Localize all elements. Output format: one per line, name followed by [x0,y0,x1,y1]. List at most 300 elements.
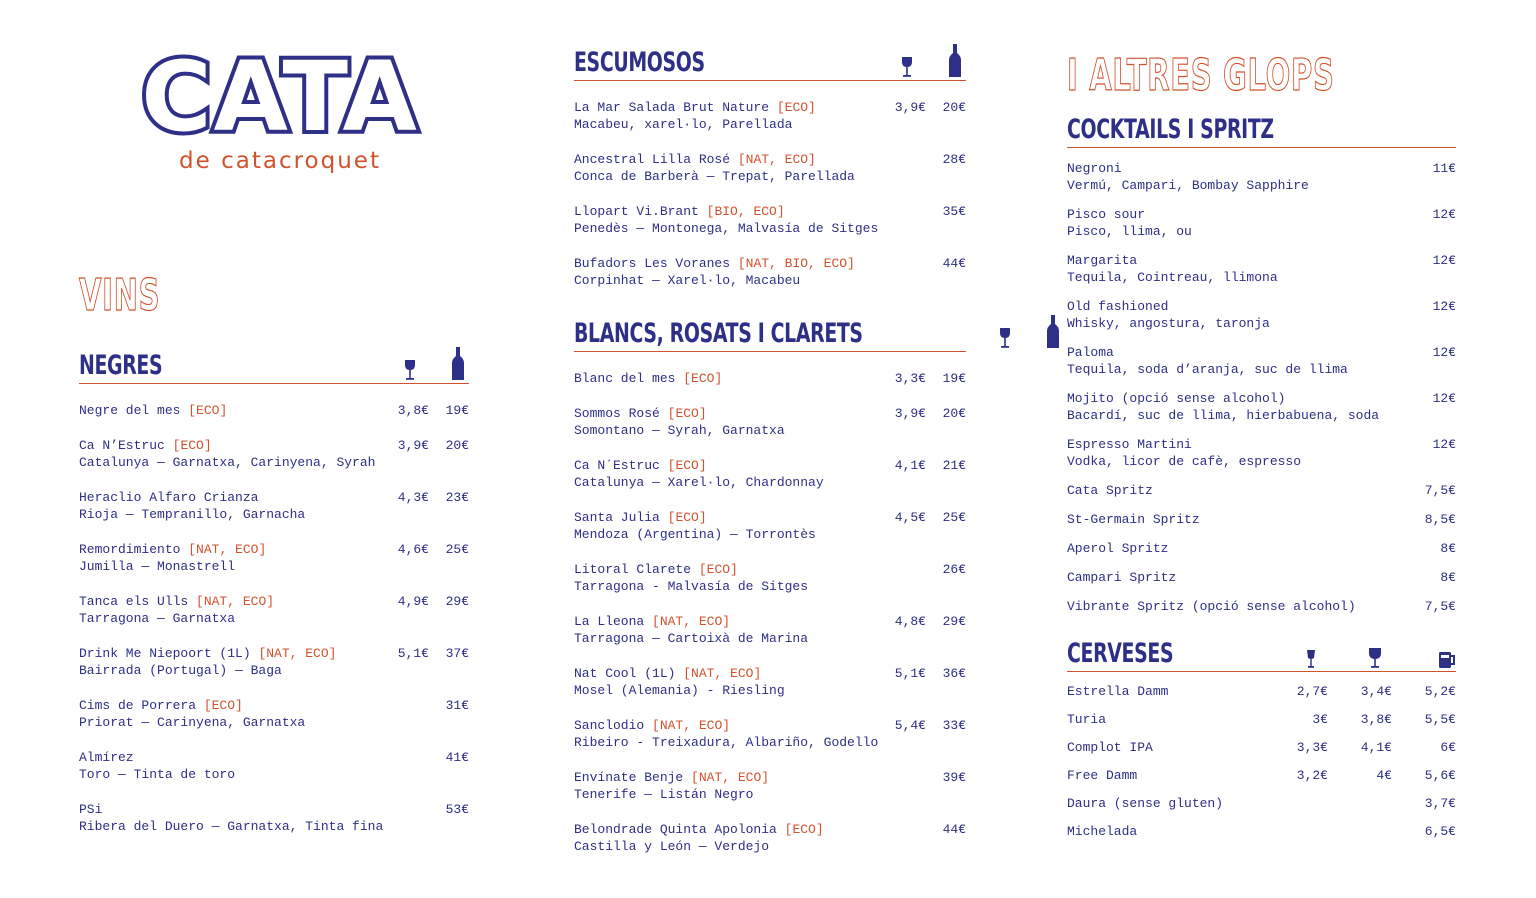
wine-text [574,151,855,185]
wine-name [574,405,785,422]
wine-name [574,769,769,786]
wine-tag: [NAT, BIO, ECO] [737,256,855,271]
beer-name: Michelada [1067,824,1138,839]
wine-text [79,749,235,783]
blancs-icons [986,315,1064,349]
cocktail-prices [1396,569,1456,586]
glass-price: 5,4€ [894,718,926,733]
list-item [1067,823,1456,840]
list-item [1067,511,1456,528]
wine-name-label: Remordimiento [79,542,181,557]
wine-name [79,801,383,818]
cocktail-text [1067,482,1153,499]
blancs-title: BLANCS, ROSATS I CLARETS [574,318,863,349]
wine-name [574,99,816,116]
list-item [79,749,469,783]
escumosos-title: ESCUMOSOS [574,47,705,78]
wine-tag: [ECO] [698,562,738,577]
wine-name [79,749,235,766]
wine-text [574,717,878,751]
list-item [1067,252,1456,286]
wine-name [79,697,305,714]
cocktails-section [1067,108,1456,615]
list-item [1067,344,1456,378]
list-item [79,437,469,471]
bottle-price: 33€ [942,718,966,733]
list-item [1067,767,1456,784]
wine-text [574,99,816,133]
list-item [574,769,966,803]
wine-name [79,593,274,610]
list-item [1067,206,1456,240]
bottle-price: 31€ [445,698,469,713]
wine-prices [391,437,469,454]
wine-tag: [NAT, ECO] [652,614,731,629]
glass-price [888,255,926,272]
list-item [1067,598,1456,615]
wine-text [574,255,855,289]
list-item [1067,711,1456,728]
cocktail-text [1067,298,1270,332]
beer-price-p2 [1328,823,1392,840]
wine-name-label: Sanclodio [574,718,645,733]
wine-tag: [ECO] [667,510,707,525]
glass-price: 5,1€ [397,646,429,661]
cocktail-text [1067,569,1176,586]
cocktail-price: 12€ [1432,207,1456,222]
bottle-price: 26€ [942,562,966,577]
wine-detail: Tarragona — Garnatxa [79,611,236,626]
wine-detail: Tarragona - Malvasía de Sitges [574,579,809,594]
beer-name: Turia [1067,712,1107,727]
wine-detail: Corpinhat — Xarel·lo, Macabeu [574,273,801,288]
wine-text [79,402,227,419]
wine-text [79,437,375,471]
bottle-price: 19€ [445,403,469,418]
cocktail-ingredients: Tequila, Cointreau, llimona [1067,270,1278,285]
beer-prices [1264,683,1456,700]
wine-text [574,405,785,439]
glass-price: 3,8€ [397,403,429,418]
cocktail-price: 12€ [1432,345,1456,360]
bottle-price: 41€ [445,750,469,765]
negres-header [79,342,469,384]
beer-name: Estrella Damm [1067,684,1169,699]
beer-price-p1: 3€ [1312,712,1328,727]
wine-prices [391,541,469,558]
wine-name-label: Santa Julia [574,510,660,525]
wine-detail: Tarragona — Cartoixà de Marina [574,631,809,646]
list-item [1067,482,1456,499]
cocktail-text [1067,511,1200,528]
wine-name [79,489,305,506]
cocktail-prices [1396,252,1456,269]
bottle-price: 44€ [942,256,966,271]
beer-goblet-icon [1328,647,1392,669]
logo [140,41,420,174]
wine-detail: Tenerife — Listán Negro [574,787,754,802]
wine-glass-icon [986,327,1024,349]
cocktail-price: 8€ [1440,541,1456,556]
cocktail-name: Margarita [1067,253,1138,268]
cocktail-prices [1396,598,1456,615]
wine-prices [391,593,469,610]
glass-price [391,697,429,714]
beer-text [1067,739,1153,756]
wine-detail: Ribera del Duero — Garnatxa, Tinta fina [79,819,384,834]
wine-prices [888,457,966,474]
list-item [574,821,966,855]
cocktail-prices [1396,436,1456,453]
cocktail-name: Negroni [1067,161,1122,176]
list-item [574,151,966,185]
beer-prices [1264,711,1456,728]
wine-name [574,370,722,387]
list-item [574,99,966,133]
blancs-section [574,310,966,855]
wine-prices [888,405,966,422]
glass-price: 3,9€ [894,100,926,115]
glass-price [888,561,926,578]
wine-name-label: Drink Me Niepoort (1L) [79,646,251,661]
glass-price [391,749,429,766]
cocktail-prices [1396,344,1456,361]
bottle-price: 39€ [942,770,966,785]
negres-section [79,342,469,835]
beer-text [1067,683,1168,700]
beer-price-p3: 6,5€ [1424,824,1456,839]
list-item [1067,569,1456,586]
list-item [79,645,469,679]
wine-detail: Priorat — Carinyena, Garnatxa [79,715,306,730]
wine-glass-icon [391,359,429,381]
wine-prices [391,697,469,714]
wine-text [574,561,808,595]
beer-name: Daura (sense gluten) [1067,796,1224,811]
cocktail-name: Pisco sour [1067,207,1146,222]
list-item [1067,540,1456,557]
wine-name-label: Almírez [79,750,134,765]
wine-name-label: Ancestral Lilla Rosé [574,152,731,167]
bottle-price: 25€ [445,542,469,557]
cocktail-text [1067,252,1278,286]
beer-price-p3: 6€ [1440,740,1456,755]
wine-name [574,203,878,220]
cocktail-price: 8,5€ [1424,512,1456,527]
cocktail-price: 7,5€ [1424,599,1456,614]
cocktail-name: Aperol Spritz [1067,541,1169,556]
bottle-price: 20€ [942,406,966,421]
wine-detail: Jumilla — Monastrell [79,559,236,574]
bottle-price: 35€ [942,204,966,219]
list-item [1067,390,1456,424]
wine-prices [888,99,966,116]
wine-tag: [ECO] [667,458,707,473]
wine-detail: Catalunya — Garnatxa, Carinyena, Syrah [79,455,376,470]
wine-name-label: Ca N’Estruc [79,438,165,453]
wine-detail: Catalunya — Xarel·lo, Chardonnay [574,475,824,490]
wine-detail: Macabeu, xarel·lo, Parellada [574,117,793,132]
beer-price-p2: 4,1€ [1360,740,1392,755]
wine-prices [391,645,469,662]
beer-name: Free Damm [1067,768,1138,783]
beer-prices [1264,767,1456,784]
beer-prices [1264,739,1456,756]
beer-price-p1: 3,3€ [1296,740,1328,755]
wine-prices [888,769,966,786]
blancs-header [574,310,966,352]
wine-name-label: Litoral Clarete [574,562,692,577]
wine-tag: [ECO] [667,406,707,421]
beer-price-p2 [1328,795,1392,812]
wine-tag: [ECO] [172,438,212,453]
beer-price-p1 [1264,795,1328,812]
wine-name [574,717,878,734]
wine-detail: Somontano — Syrah, Garnatxa [574,423,785,438]
wine-text [574,370,722,387]
small-beer-glass-icon [1264,649,1328,669]
beer-name: Complot IPA [1067,740,1153,755]
wine-text [574,203,878,237]
list-item [1067,436,1456,470]
cocktail-price: 11€ [1432,161,1456,176]
wine-tag: [BIO, ECO] [706,204,785,219]
cocktail-prices [1396,160,1456,177]
cocktail-text [1067,160,1309,194]
cocktail-price: 12€ [1432,437,1456,452]
bottle-price: 36€ [942,666,966,681]
beer-price-p3: 5,5€ [1424,712,1456,727]
wine-tag: [NAT, ECO] [196,594,275,609]
list-item [79,489,469,523]
glass-price: 3,9€ [397,438,429,453]
wine-tag: [NAT, ECO] [737,152,816,167]
list-item [1067,795,1456,812]
wine-name-label: Bufadors Les Voranes [574,256,731,271]
glass-price: 4,3€ [397,490,429,505]
beer-price-p2: 4€ [1376,768,1392,783]
bottle-price: 21€ [942,458,966,473]
cocktail-name: Cata Spritz [1067,483,1153,498]
cocktail-name: Campari Spritz [1067,570,1177,585]
list-item [574,665,966,699]
cocktail-price: 8€ [1440,570,1456,585]
list-item [79,541,469,575]
cerveses-section [1067,630,1456,840]
wine-tag: [ECO] [203,698,243,713]
beer-price-p3: 5,6€ [1424,768,1456,783]
bottle-price: 44€ [942,822,966,837]
bottle-price: 37€ [445,646,469,661]
wine-name-label: Sommos Rosé [574,406,660,421]
glass-price: 4,1€ [894,458,926,473]
wine-prices [888,509,966,526]
wine-prices [888,665,966,682]
wine-name [79,645,336,662]
cocktails-title: COCKTAILS I SPRITZ [1067,114,1274,145]
negres-list [79,402,469,835]
list-item [574,203,966,237]
beer-text [1067,823,1137,840]
vins-heading: VINS [79,270,161,321]
cocktail-price: 12€ [1432,299,1456,314]
wine-detail: Bairrada (Portugal) — Baga [79,663,282,678]
list-item [574,613,966,647]
negres-icons [391,347,469,381]
negres-title: NEGRES [79,350,163,381]
list-item [574,509,966,543]
wine-name [574,255,855,272]
escumosos-icons [888,44,966,78]
altres-glops-heading: I ALTRES GLOPS [1067,50,1335,101]
glass-price: 3,3€ [894,371,926,386]
list-item [79,402,469,419]
cocktail-price: 7,5€ [1424,483,1456,498]
list-item [574,255,966,289]
cocktail-name: St-Germain Spritz [1067,512,1200,527]
cocktail-text [1067,390,1379,424]
bottle-price: 29€ [942,614,966,629]
list-item [79,593,469,627]
wine-detail: Mosel (Alemania) - Riesling [574,683,785,698]
wine-prices [888,613,966,630]
cocktail-ingredients: Vodka, licor de cafè, espresso [1067,454,1302,469]
logo-wordmark: CATA [141,41,419,153]
cocktail-text [1067,206,1192,240]
wine-text [574,457,824,491]
wine-name [574,561,808,578]
cocktail-name: Old fashioned [1067,299,1169,314]
cerveses-list [1067,683,1456,840]
cocktail-name: Espresso Martini [1067,437,1192,452]
wine-name-label: Negre del mes [79,403,181,418]
wine-prices [888,203,966,220]
beer-text [1067,767,1137,784]
beer-prices [1264,795,1456,812]
cocktail-price: 12€ [1432,253,1456,268]
wine-text [79,801,383,835]
wine-glass-icon [888,56,926,78]
wine-tag: [ECO] [784,822,824,837]
cocktail-prices [1396,482,1456,499]
beer-mug-icon [1392,651,1456,669]
wine-text [79,541,266,575]
wine-text [574,665,785,699]
cocktail-ingredients: Vermú, Campari, Bombay Sapphire [1067,178,1309,193]
beer-price-p2: 3,4€ [1360,684,1392,699]
bottle-price: 25€ [942,510,966,525]
wine-name-label: Cims de Porrera [79,698,204,713]
cocktail-prices [1396,298,1456,315]
wine-name-label: La Lleona [574,614,645,629]
wine-text [79,593,274,627]
wine-name-label: Envínate Benje [574,770,684,785]
bottle-price: 53€ [445,802,469,817]
wine-name [79,437,375,454]
cocktails-header [1067,108,1456,148]
bottle-price: 29€ [445,594,469,609]
bottle-price: 20€ [942,100,966,115]
wine-tag: [ECO] [683,371,723,386]
wine-name [79,541,266,558]
wine-detail: Mendoza (Argentina) — Torrontès [574,527,816,542]
wine-name [574,509,816,526]
wine-name-label: La Mar Salada Brut Nature [574,100,777,115]
wine-name-label: Llopart Vi.Brant [574,204,699,219]
wine-name-label: Tanca els Ulls [79,594,189,609]
wine-detail: Conca de Barberà — Trepat, Parellada [574,169,855,184]
glass-price [391,801,429,818]
wine-tag: [ECO] [776,100,816,115]
wine-tag: [ECO] [188,403,228,418]
wine-text [79,489,305,523]
cocktail-ingredients: Pisco, llima, ou [1067,224,1192,239]
list-item [574,717,966,751]
glass-price: 4,8€ [894,614,926,629]
cocktail-name: Paloma [1067,345,1114,360]
cerveses-title: CERVESES [1067,638,1174,669]
list-item [1067,683,1456,700]
wine-tag: [NAT, ECO] [258,646,337,661]
wine-prices [391,489,469,506]
cocktail-prices [1396,390,1456,407]
wine-name-label: Belondrade Quinta Apolonia [574,822,777,837]
wine-name [574,665,785,682]
escumosos-list [574,99,966,289]
list-item [1067,298,1456,332]
beer-text [1067,795,1223,812]
cocktail-text [1067,344,1348,378]
wine-name-label: Heraclio Alfaro Crianza [79,490,259,505]
list-item [574,561,966,595]
cocktail-text [1067,598,1356,615]
list-item [79,801,469,835]
list-item [1067,739,1456,756]
glass-price: 4,5€ [894,510,926,525]
bottle-price: 19€ [942,371,966,386]
escumosos-header [574,39,966,81]
list-item [574,405,966,439]
cocktail-prices [1396,511,1456,528]
glass-price: 5,1€ [894,666,926,681]
wine-name [574,613,808,630]
wine-prices [391,402,469,419]
wine-text [574,821,824,855]
wine-tag: [NAT, ECO] [188,542,267,557]
wine-bottle-icon [429,347,469,381]
cocktail-name: Vibrante Spritz (opció sense alcohol) [1067,599,1356,614]
cocktail-ingredients: Tequila, soda d’aranja, suc de llima [1067,362,1348,377]
wine-detail: Toro — Tinta de toro [79,767,236,782]
beer-price-p1 [1264,823,1328,840]
list-item [79,697,469,731]
beer-text [1067,711,1106,728]
list-item [574,457,966,491]
wine-prices [888,717,966,734]
wine-name-label: Ca N´Estruc [574,458,660,473]
escumosos-section [574,39,966,289]
beer-price-p3: 3,7€ [1424,796,1456,811]
wine-name-label: PSi [79,802,103,817]
list-item [574,370,966,387]
blancs-list [574,370,966,855]
cocktails-list [1067,160,1456,615]
beer-price-p3: 5,2€ [1424,684,1456,699]
wine-text [574,613,808,647]
wine-tag: [NAT, ECO] [683,666,762,681]
wine-name [574,457,824,474]
glass-price [888,151,926,168]
